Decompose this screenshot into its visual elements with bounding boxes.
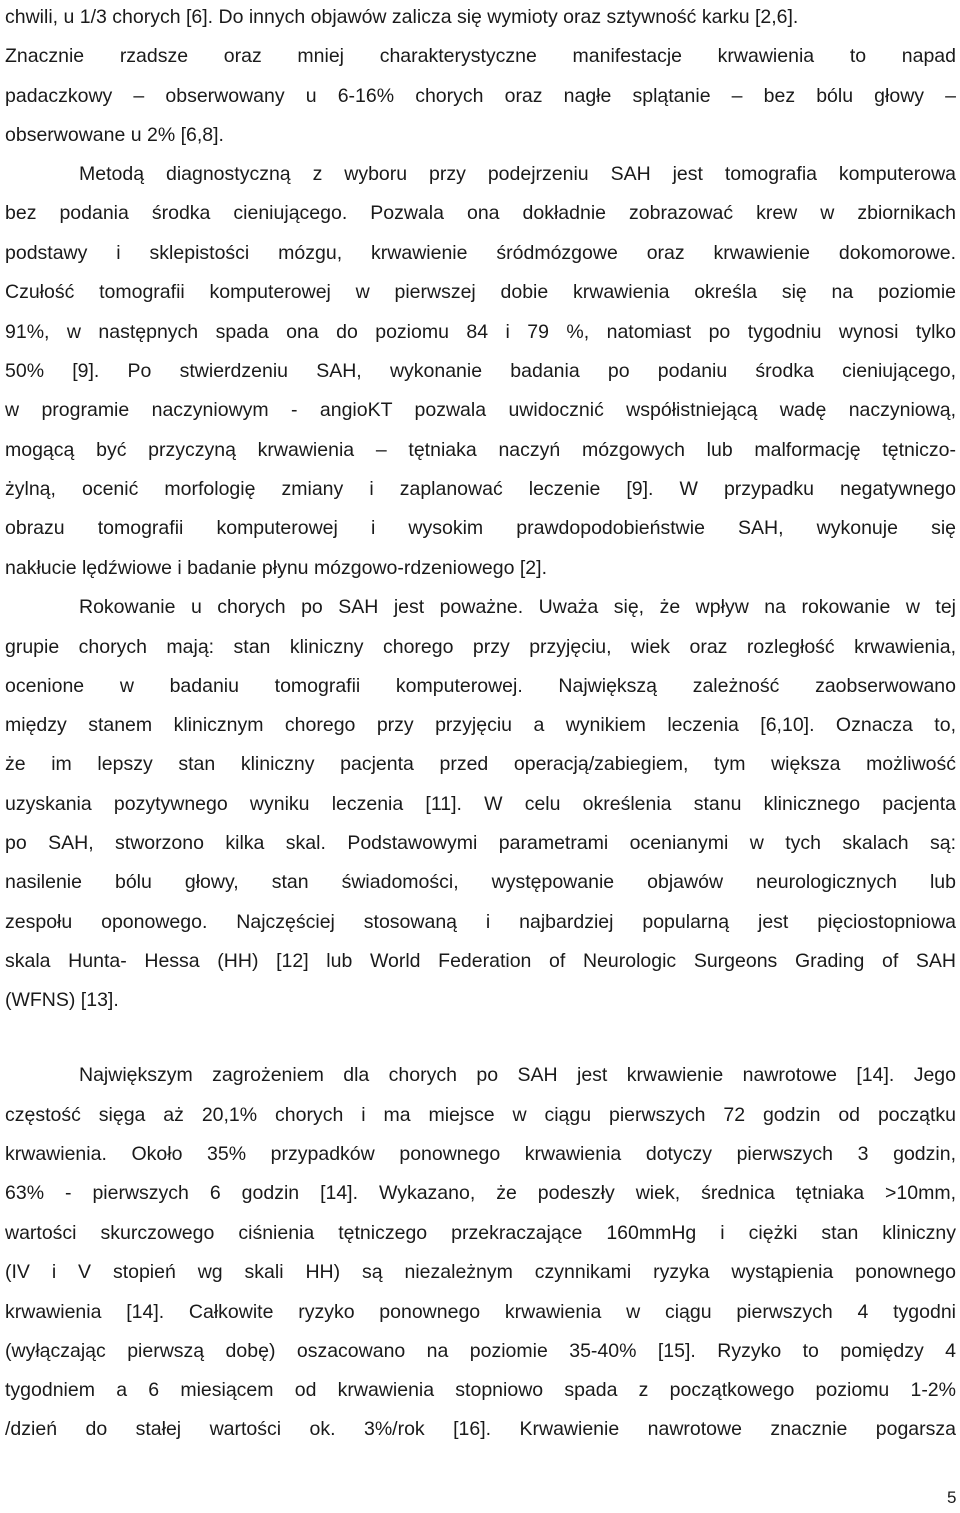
text-line: nasilenie bólu głowy, stan świadomości, występowanie objawów neurologicznych lub xyxy=(5,871,956,893)
text-line: obserwowane u 2% [6,8]. xyxy=(5,124,224,146)
text-line: częstość sięga aż 20,1% chorych i ma miejsce w ciągu pierwszych 72 godzin od początku xyxy=(5,1104,956,1126)
text-line: podstawy i sklepistości mózgu, krwawienie śródmózgowe oraz krwawienie dokomorowe. xyxy=(5,242,956,264)
text-line: krwawienia. Około 35% przypadków ponownego krwawienia dotyczy pierwszych 3 godzin, xyxy=(5,1143,956,1165)
text-line: że im lepszy stan kliniczny pacjenta przed operacją/zabiegiem, tym większa możliwość xyxy=(5,753,956,775)
text-line: chwili, u 1/3 chorych [6]. Do innych objawów zalicza się wymioty oraz sztywność karku [2,6]. xyxy=(5,6,799,28)
text-line: 91%, w następnych spada ona do poziomu 84 i 79 %, natomiast po tygodniu wynosi tylko xyxy=(5,321,956,343)
text-line: Czułość tomografii komputerowej w pierwszej dobie krwawienia określa się na poziomie xyxy=(5,281,956,303)
text-line: ocenione w badaniu tomografii komputerowej. Największą zależność zaobserwowano xyxy=(5,675,956,697)
text-line: obrazu tomografii komputerowej i wysokim prawdopodobieństwie SAH, wykonuje się xyxy=(5,517,956,539)
text-line: (WFNS) [13]. xyxy=(5,989,119,1011)
text-line: Metodą diagnostyczną z wyboru przy podejrzeniu SAH jest tomografia komputerowa xyxy=(79,163,956,185)
text-line: krwawienia [14]. Całkowite ryzyko ponownego krwawienia w ciągu pierwszych 4 tygodni xyxy=(5,1301,956,1323)
text-line: 63% - pierwszych 6 godzin [14]. Wykazano, że podeszły wiek, średnica tętniaka >10mm, xyxy=(5,1182,956,1204)
document-page xyxy=(5,0,956,1513)
text-line: uzyskania pozytywnego wyniku leczenia [11]. W celu określenia stanu klinicznego pacjenta xyxy=(5,793,956,815)
text-line: (IV i V stopień wg skali HH) są niezależnym czynnikami ryzyka wystąpienia ponownego xyxy=(5,1261,956,1283)
text-line: Znacznie rzadsze oraz mniej charakterystyczne manifestacje krwawienia to napad xyxy=(5,45,956,67)
text-line: skala Hunta- Hessa (HH) [12] lub World Federation of Neurologic Surgeons Grading of SAH xyxy=(5,950,956,972)
text-line: 50% [9]. Po stwierdzeniu SAH, wykonanie badania po podaniu środka cieniującego, xyxy=(5,360,956,382)
text-line: żylną, ocenić morfologię zmiany i zaplanować leczenie [9]. W przypadku negatywnego xyxy=(5,478,956,500)
text-line: wartości skurczowego ciśnienia tętniczego przekraczające 160mmHg i ciężki stan kliniczny xyxy=(5,1222,956,1244)
text-line: Największym zagrożeniem dla chorych po SAH jest krwawienie nawrotowe [14]. Jego xyxy=(79,1064,956,1086)
text-line: padaczkowy – obserwowany u 6-16% chorych oraz nagłe splątanie – bez bólu głowy – xyxy=(5,85,956,107)
text-line: po SAH, stworzono kilka skal. Podstawowymi parametrami ocenianymi w tych skalach są: xyxy=(5,832,956,854)
text-line: między stanem klinicznym chorego przy przyjęciu a wynikiem leczenia [6,10]. Oznacza to, xyxy=(5,714,956,736)
text-line: Rokowanie u chorych po SAH jest poważne. Uważa się, że wpływ na rokowanie w tej xyxy=(79,596,956,618)
text-line: w programie naczyniowym - angioKT pozwala uwidocznić współistniejącą wadę naczyniową, xyxy=(5,399,956,421)
text-line: grupie chorych mają: stan kliniczny chorego przy przyjęciu, wiek oraz rozległość krwawienia, xyxy=(5,636,956,658)
text-line: bez podania środka cieniującego. Pozwala ona dokładnie zobrazować krew w zbiornikach xyxy=(5,202,956,224)
text-line: tygodniem a 6 miesiącem od krwawienia stopniowo spada z początkowego poziomu 1-2% xyxy=(5,1379,956,1401)
text-line: (wyłączając pierwszą dobę) oszacowano na poziomie 35-40% [15]. Ryzyko to pomiędzy 4 xyxy=(5,1340,956,1362)
text-line: /dzień do stałej wartości ok. 3%/rok [16]. Krwawienie nawrotowe znacznie pogarsza xyxy=(5,1418,956,1440)
text-line: nakłucie lędźwiowe i badanie płynu mózgowo-rdzeniowego [2]. xyxy=(5,557,547,579)
page-number: 5 xyxy=(947,1488,957,1507)
text-line: mogącą być przyczyną krwawienia – tętniaka naczyń mózgowych lub malformację tętniczo- xyxy=(5,439,956,461)
text-line: zespołu oponowego. Najczęściej stosowaną i najbardziej popularną jest pięciostopniowa xyxy=(5,911,956,933)
